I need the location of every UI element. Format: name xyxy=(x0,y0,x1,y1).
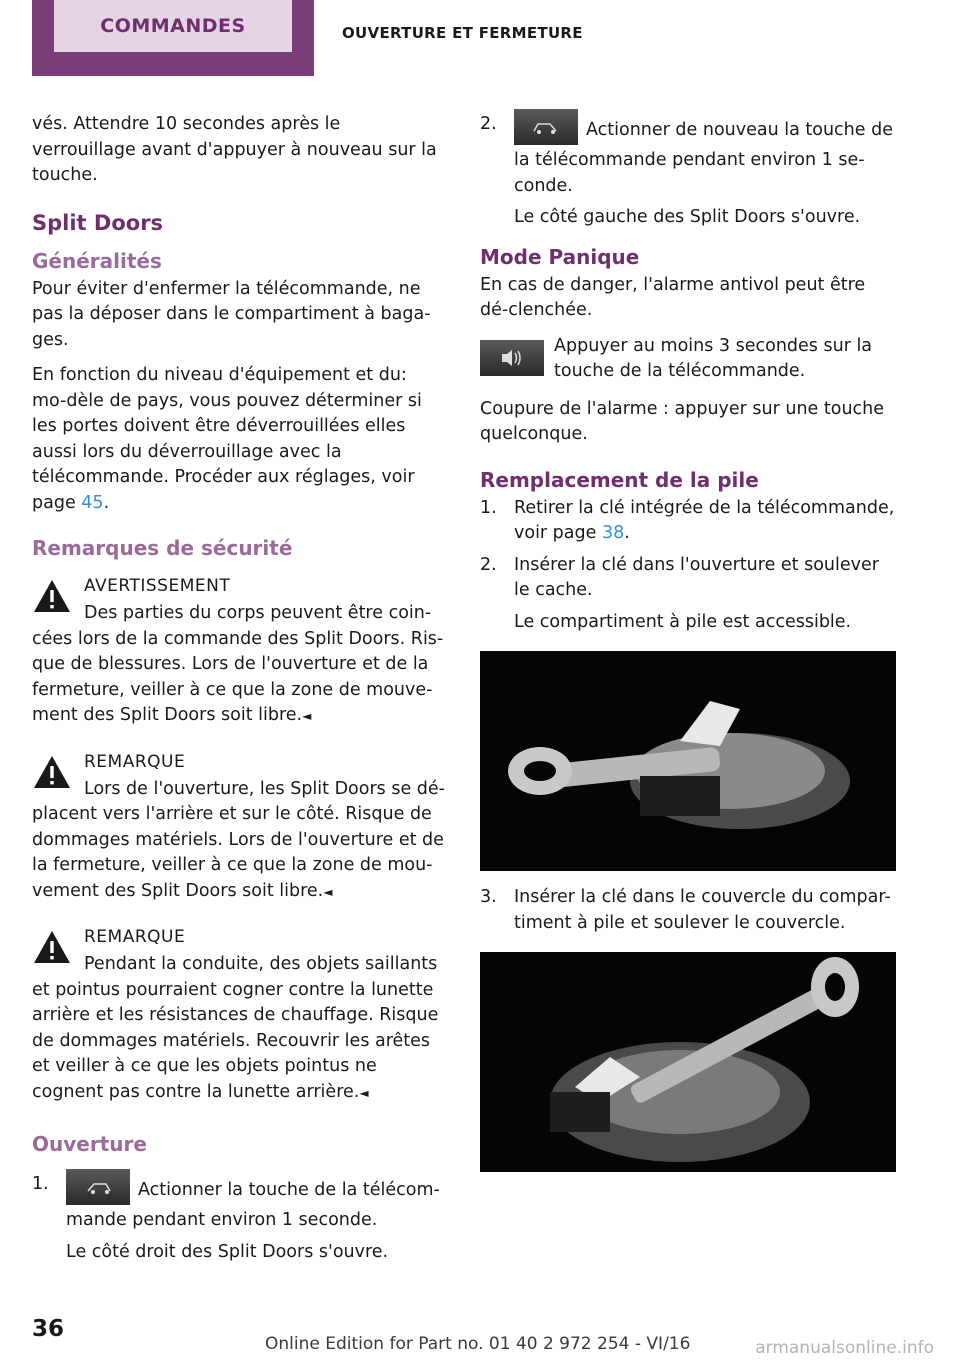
step-instruction: Actionner de nouveau la touche de la télécommande pendant environ 1 se-conde. xyxy=(514,120,893,196)
watermark: armanualsonline.info xyxy=(755,1338,934,1358)
pile-step-2 xyxy=(480,553,896,636)
mode-panique-heading: Mode Panique xyxy=(480,244,640,269)
warning-title: AVERTISSEMENT xyxy=(84,576,231,596)
subsection-title: OUVERTURE ET FERMETURE xyxy=(342,24,583,42)
header-tab-commandes xyxy=(32,0,314,76)
remarques-heading: Remarques de sécurité xyxy=(32,536,293,560)
warning-text: Lors de l'ouverture, les Split Doors se dé-placent vers l'arrière et sur le côté. Risque de dommages matériels. Lors de l'ouverture et de la fermeture, veiller à ce que la zone de mou-vement des Split Doors soit libre. xyxy=(32,778,445,901)
period: . xyxy=(103,492,110,513)
door-button-icon xyxy=(514,109,578,145)
warning-triangle-icon xyxy=(32,929,72,965)
step-number: 2. xyxy=(480,554,497,575)
warning-title: REMARQUE xyxy=(84,927,186,947)
warning-triangle-icon xyxy=(32,754,72,790)
period: . xyxy=(624,523,630,543)
generalites-heading: Généralités xyxy=(32,248,162,273)
step-instruction: Insérer la clé dans le couvercle du compar-timent à pile et soulever le couvercle. xyxy=(514,887,891,933)
step-number: 1. xyxy=(480,497,497,518)
footer-edition: Online Edition for Part no. 01 40 2 972 254 - VI/16 xyxy=(265,1334,691,1354)
panique-paragraph: En cas de danger, l'alarme antivol peut être dé-clenchée. xyxy=(480,274,866,320)
step-text xyxy=(66,1172,446,1234)
ouverture-heading: Ouverture xyxy=(32,1132,147,1156)
step-result: Le côté gauche des Split Doors s'ouvre. xyxy=(514,207,861,227)
warning-body xyxy=(32,952,446,1106)
page-number: 36 xyxy=(32,1316,65,1342)
step-instruction: Insérer la clé dans l'ouverture et soulever le cache. xyxy=(514,554,879,600)
page-link-38[interactable]: 38 xyxy=(601,523,625,543)
warning-block-3 xyxy=(32,925,446,1106)
pile-step-3 xyxy=(480,885,896,936)
warning-text: Pendant la conduite, des objets saillants et pointus pourraient cogner contre la lunette arrière et les résistances de chauffage. Risque de dommages matériels. Recouvrir les arêtes et veiller à ce que les objets pointus ne cognent pas contre la lunette arrière. xyxy=(32,954,439,1102)
generalites-paragraph-1: Pour éviter d'enfermer la télécommande, ne pas la déposer dans le compartiment à baga-ges. xyxy=(32,278,431,350)
step-instruction: Retirer la clé intégrée de la télécommande, voir page xyxy=(514,497,895,543)
end-marker: ◄ xyxy=(302,709,312,723)
coupure-paragraph: Coupure de l'alarme : appuyer sur une touche quelconque. xyxy=(480,398,885,444)
step-instruction: Actionner la touche de la télécom-mande pendant environ 1 seconde. xyxy=(66,1180,440,1230)
step-text xyxy=(514,112,896,199)
page-link-45[interactable]: 45 xyxy=(81,492,104,513)
section-title: COMMANDES xyxy=(100,15,246,37)
battery-cover-photo xyxy=(480,952,896,1172)
step-text xyxy=(514,496,896,547)
step-number: 2. xyxy=(480,114,497,134)
warning-block-1 xyxy=(32,574,446,730)
key-removal-photo xyxy=(480,651,896,871)
step-result: Le compartiment à pile est accessible. xyxy=(514,611,852,632)
step-result: Le côté droit des Split Doors s'ouvre. xyxy=(66,1241,389,1262)
warning-title: REMARQUE xyxy=(84,751,186,772)
header-tab-inner xyxy=(54,0,292,52)
remplacement-pile-heading: Remplacement de la pile xyxy=(480,467,759,492)
pile-step-1 xyxy=(480,496,896,547)
warning-triangle-icon xyxy=(32,578,72,614)
ouverture-step-2 xyxy=(480,112,896,231)
generalites-text: En fonction du niveau d'équipement et du: mo-dèle de pays, vous pouvez déterminer si les portes doivent être déverrouillées elles aussi lors du déverrouillage avec la télécommande. Procéder aux réglages, voir page xyxy=(32,365,422,513)
step-number: 1. xyxy=(32,1174,49,1194)
split-doors-heading: Split Doors xyxy=(32,210,164,235)
end-marker: ◄ xyxy=(323,884,333,899)
ouverture-step-1 xyxy=(32,1172,446,1265)
left-column xyxy=(32,112,446,1271)
generalites-paragraph-2 xyxy=(32,363,446,516)
step-number: 3. xyxy=(480,887,497,907)
warning-text: Des parties du corps peuvent être coin-cées lors de la commande des Split Doors. Ris-que de blessures. Lors de l'ouverture et de la fermeture, veiller à ce que la zone de mouve-ment des Split Doors soit libre. xyxy=(32,603,444,725)
warning-block-2 xyxy=(32,750,446,906)
panic-instruction xyxy=(480,334,896,385)
warning-body xyxy=(32,777,446,906)
warning-body xyxy=(32,601,446,730)
panic-button-icon xyxy=(480,340,544,376)
intro-paragraph: vés. Attendre 10 secondes après le verrouillage avant d'appuyer à nouveau sur la touche. xyxy=(32,114,437,185)
right-column xyxy=(480,112,896,1186)
door-button-icon xyxy=(66,1169,130,1205)
panic-instruction-text: Appuyer au moins 3 secondes sur la touche de la télécommande. xyxy=(554,335,873,381)
end-marker: ◄ xyxy=(359,1085,369,1100)
